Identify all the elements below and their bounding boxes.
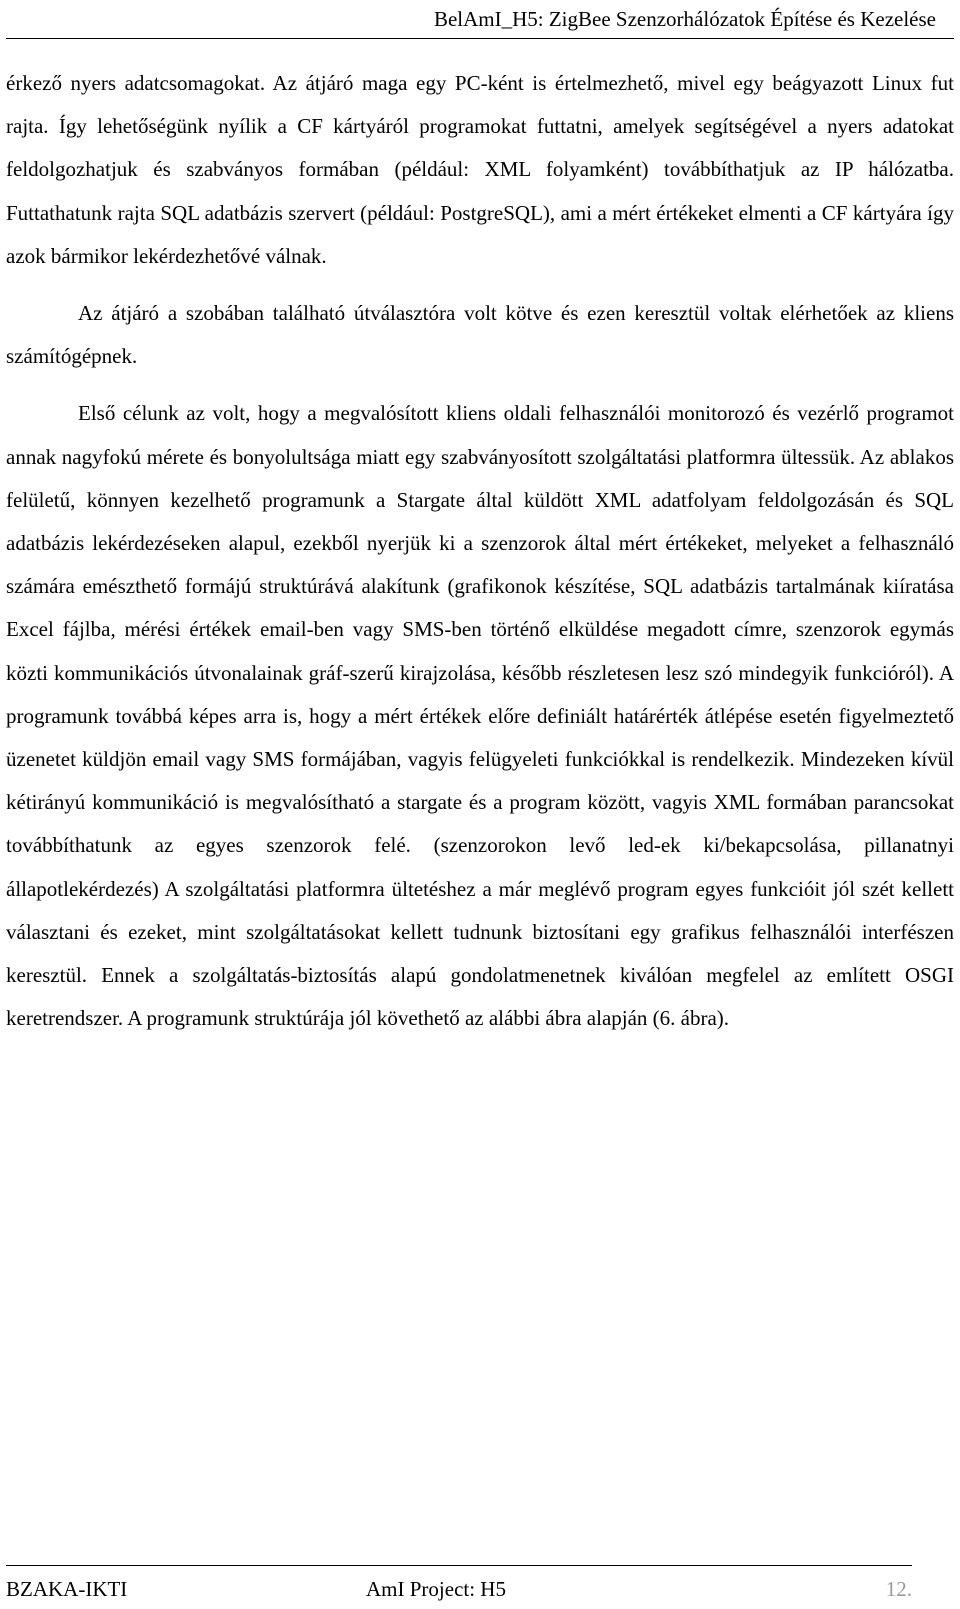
body-text xyxy=(6,62,954,1054)
paragraph-3: Első célunk az volt, hogy a megvalósított kliens oldali felhasználói monitorozó és vezérlő programot annak nagyfokú mérete és bonyolultsága miatt egy szabványosított szolgáltatási platformra ültessük. Az ablakos felületű, könnyen kezelhető programunk a Stargate által küldött XML adatfolyam feldolgozásán és SQL adatbázis lekérdezéseken alapul, ezekből nyerjük ki a szenzorok által mért értékeket, melyeket a felhasználó számára emészthető formájú struktúrává alakítunk (grafikonok készítése, SQL adatbázis tartalmának kiíratása Excel fájlba, mérési értékek email-ben vagy SMS-ben történő elküldése megadott címre, szenzorok egymás közti kommunikációs útvonalainak gráf-szerű kirajzolása, később részletesen lesz szó mindegyik funkcióról). A programunk továbbá képes arra is, hogy a mért értékek előre definiált határérték átlépése esetén figyelmeztető üzenetet küldjön email vagy SMS formájában, vagyis felügyeleti funkciókkal is rendelkezik. Mindezeken kívül kétirányú kommunikáció is megvalósítható a stargate és a program között, vagyis XML formában parancsokat továbbíthatunk az egyes szenzorok felé. (szenzorokon levő led-ek ki/bekapcsolása, pillanatnyi állapotlekérdezés) A szolgáltatási platformra ültetéshez a már meglévő program egyes funkcióit jól szét kellett választani és ezeket, mint szolgáltatásokat kellett tudnunk biztosítani egy grafikus felhasználói interfészen keresztül. Ennek a szolgáltatás-biztosítás alapú gondolatmenetnek kiválóan megfelel az említett OSGI keretrendszer. A programunk struktúrája jól követhető az alábbi ábra alapján (6. ábra). xyxy=(6,401,954,1031)
footer-divider xyxy=(6,1565,912,1566)
footer-project: AmI Project: H5 xyxy=(366,1577,506,1601)
paragraph-2: Az átjáró a szobában található útválasztóra volt kötve és ezen keresztül voltak elérhetőek az kliens számítógépnek. xyxy=(6,301,954,369)
header-divider xyxy=(6,38,954,39)
running-header: BelAmI_H5: ZigBee Szenzorhálózatok Építése és Kezelése xyxy=(433,7,936,31)
page-footer xyxy=(6,1575,912,1603)
footer-organization: BZAKA-IKTI xyxy=(6,1577,128,1601)
page-number: 12. xyxy=(885,1577,912,1601)
paragraph-1: érkező nyers adatcsomagokat. Az átjáró maga egy PC-ként is értelmezhető, mivel egy beágyazott Linux fut rajta. Így lehetőségünk nyílik a CF kártyáról programokat futtatni, amelyek segítségével a nyers adatokat feldolgozhatjuk és szabványos formában (például: XML folyamként) továbbíthatjuk az IP hálózatba. Futtathatunk rajta SQL adatbázis szervert (például: PostgreSQL), ami a mért értékeket elmenti a CF kártyára így azok bármikor lekérdezhetővé válnak. xyxy=(6,71,954,268)
